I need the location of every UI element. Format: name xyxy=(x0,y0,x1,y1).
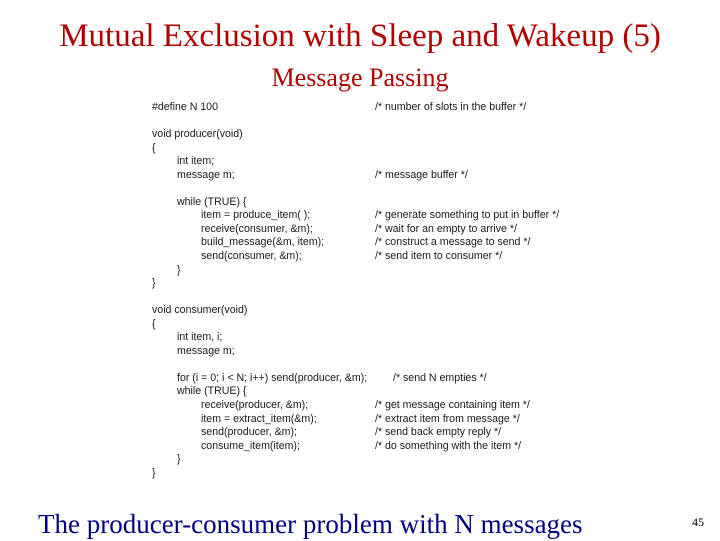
code-line xyxy=(152,453,612,467)
code-comment: /* construct a message to send */ xyxy=(375,236,531,249)
code-comment: /* send item to consumer */ xyxy=(375,250,503,263)
code-text: receive(producer, &m); xyxy=(201,399,309,412)
code-text: void consumer(void) xyxy=(152,304,248,317)
code-line xyxy=(152,115,612,129)
code-listing xyxy=(152,101,612,480)
code-text: int item, i; xyxy=(177,331,223,344)
code-text: build_message(&m, item); xyxy=(201,236,325,249)
code-line xyxy=(152,182,612,196)
code-text: { xyxy=(152,317,156,330)
code-comment: /* get message containing item */ xyxy=(375,399,530,412)
code-text: receive(consumer, &m); xyxy=(201,222,313,235)
code-line xyxy=(152,399,612,413)
code-line xyxy=(152,155,612,169)
code-comment: /* message buffer */ xyxy=(375,168,468,181)
code-comment: /* send back empty reply */ xyxy=(375,426,502,439)
code-line xyxy=(152,426,612,440)
code-line xyxy=(152,304,612,318)
code-comment: /* number of slots in the buffer */ xyxy=(375,101,527,113)
code-line xyxy=(152,142,612,156)
code-line xyxy=(152,209,612,223)
code-line xyxy=(152,467,612,481)
code-comment: /* send N empties */ xyxy=(393,371,487,384)
code-comment: /* do something with the item */ xyxy=(375,439,522,452)
code-text: message m; xyxy=(177,168,235,181)
code-text: } xyxy=(152,277,156,290)
code-text: item = extract_item(&m); xyxy=(201,412,317,425)
code-text: send(consumer, &m); xyxy=(201,250,302,263)
code-line xyxy=(152,250,612,264)
code-text: send(producer, &m); xyxy=(201,426,297,439)
page-number: 45 xyxy=(692,515,704,529)
code-text: { xyxy=(152,141,156,154)
slide-caption: The producer-consumer problem with N messages xyxy=(38,509,583,539)
code-line xyxy=(152,196,612,210)
code-comment: /* generate something to put in buffer */ xyxy=(375,209,560,222)
code-line xyxy=(152,169,612,183)
code-line xyxy=(152,128,612,142)
code-text: } xyxy=(177,263,181,276)
code-line xyxy=(152,345,612,359)
code-text: } xyxy=(152,466,156,479)
code-line xyxy=(152,440,612,454)
code-line xyxy=(152,236,612,250)
code-text: while (TRUE) { xyxy=(177,195,247,208)
code-comment: /* extract item from message */ xyxy=(375,412,520,425)
code-line xyxy=(152,223,612,237)
code-text: #define N 100 xyxy=(152,101,218,113)
code-line xyxy=(152,358,612,372)
code-text: message m; xyxy=(177,344,235,357)
code-text: while (TRUE) { xyxy=(177,385,247,398)
code-line xyxy=(152,318,612,332)
code-text: int item; xyxy=(177,155,215,168)
code-text: } xyxy=(177,453,181,466)
code-line xyxy=(152,277,612,291)
slide-subtitle: Message Passing xyxy=(271,63,449,92)
code-line xyxy=(152,413,612,427)
code-line xyxy=(152,385,612,399)
code-line xyxy=(152,372,612,386)
slide-title: Mutual Exclusion with Sleep and Wakeup (5) xyxy=(59,18,661,54)
code-comment: /* wait for an empty to arrive */ xyxy=(375,222,517,235)
code-text: void producer(void) xyxy=(152,128,243,141)
code-line xyxy=(152,264,612,278)
code-text: item = produce_item( ); xyxy=(201,209,311,222)
code-line xyxy=(152,101,612,115)
code-line xyxy=(152,291,612,305)
code-text: consume_item(item); xyxy=(201,439,300,452)
code-line xyxy=(152,331,612,345)
code-text: for (i = 0; i < N; i++) send(producer, &m); xyxy=(177,371,368,384)
